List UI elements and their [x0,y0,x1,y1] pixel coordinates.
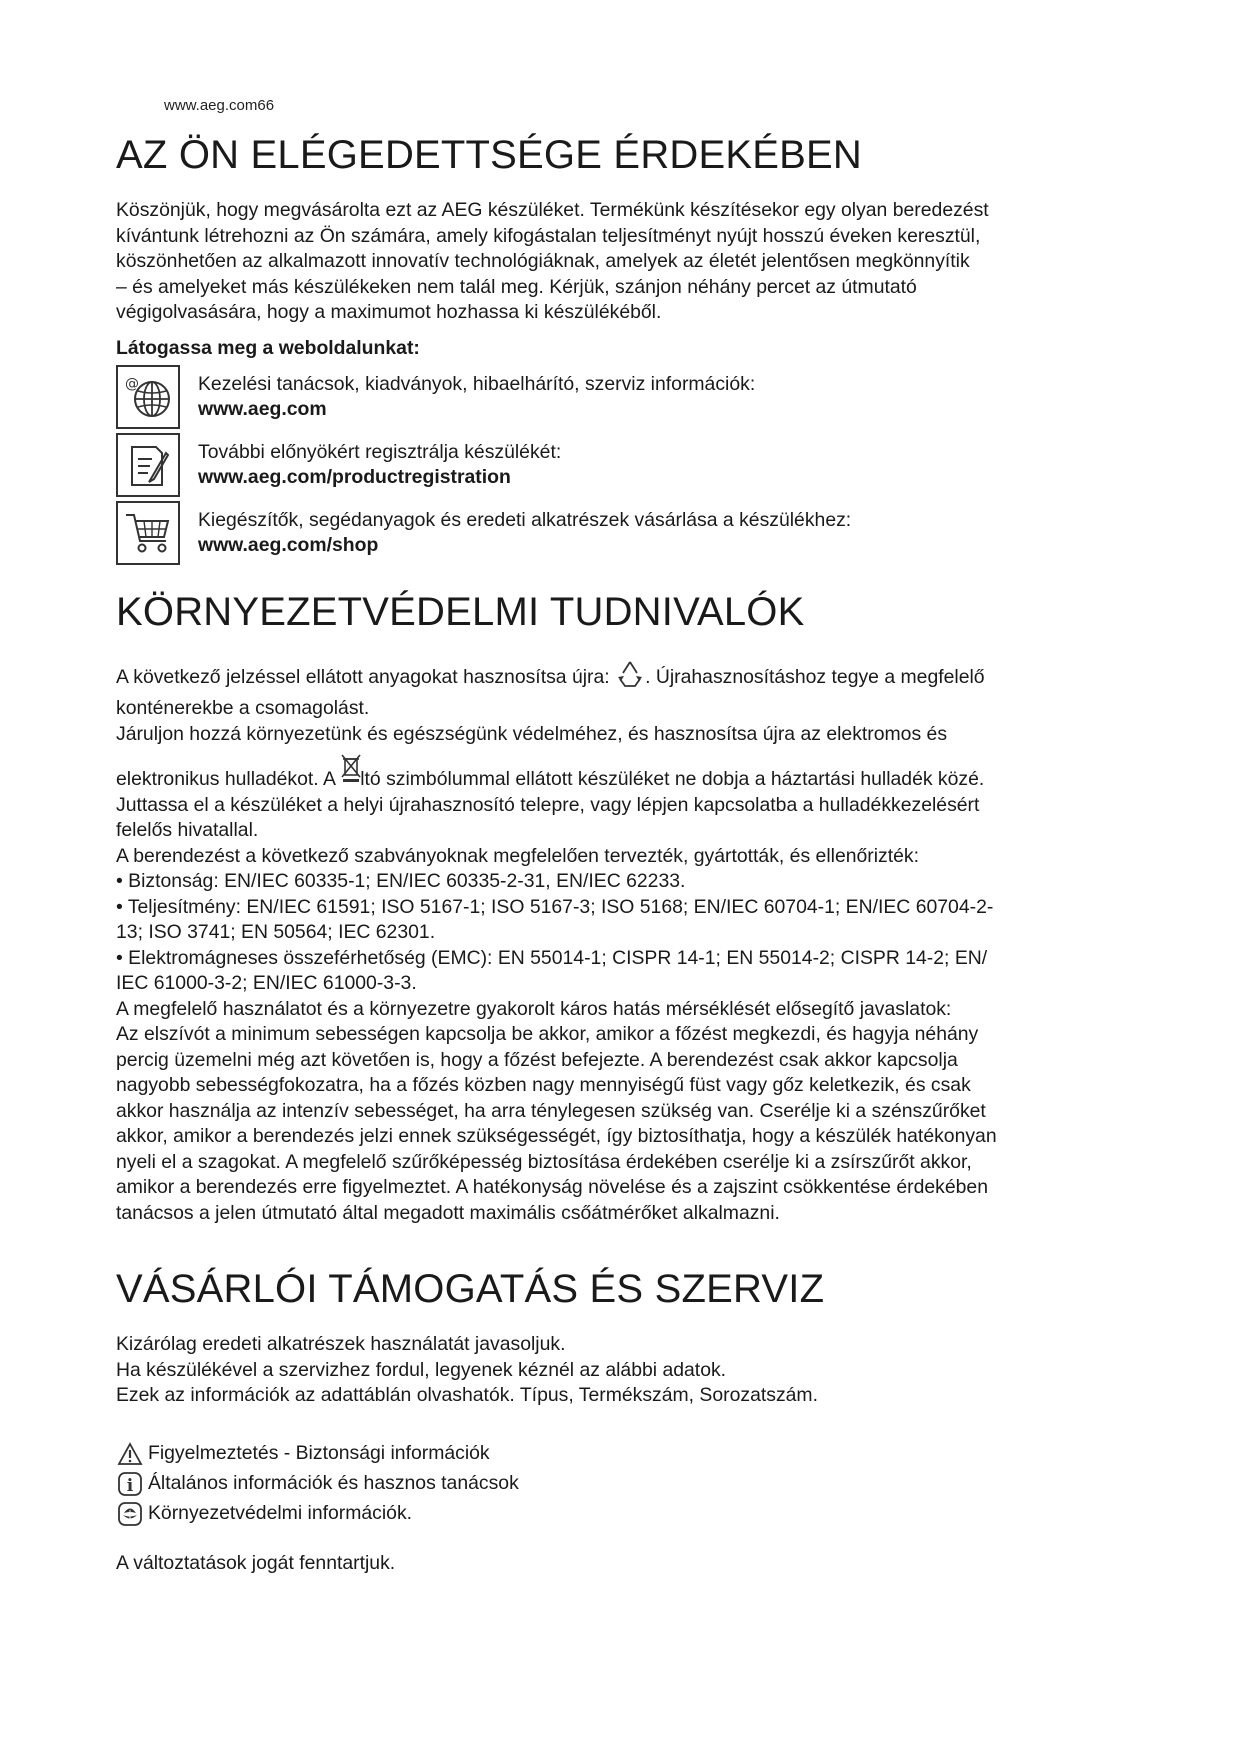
link-description: További előnyökért regisztrálja készülékét: [198,440,562,463]
recycle-icon [615,659,645,697]
env-line: • Teljesítmény: EN/IEC 61591; ISO 5167-1; ISO 5167-3; ISO 5168; EN/IEC 60704-1; EN/IEC 60704-2- [116,895,994,918]
service-line: Ezek az információk az adattáblán olvashatók. Típus, Termékszám, Sorozatszám. [116,1384,818,1406]
env-line: • Elektromágneses összeférhetőség (EMC): EN 55014-1; CISPR 14-1; EN 55014-2; CISPR 14-2; EN/ [116,946,988,969]
env-line: tanácsos a jelen útmutató által megadott maximális csőátmérőket alkalmazni. [116,1201,780,1224]
visit-website-title: Látogassa meg a weboldalunkat: [116,336,420,359]
satisfaction-title: AZ ÖN ELÉGEDETTSÉGE ÉRDEKÉBEN [116,133,862,177]
support-link[interactable]: www.aeg.com [198,397,327,420]
intro-line: kívántunk létrehozni az Ön számára, amely kifogástalan teljesítményt nyújt hosszú éveken keresztül, [116,224,981,247]
warning-icon [116,1441,144,1467]
legend-label: Figyelmeztetés - Biztonsági információk [148,1442,490,1464]
env-line: akkor használja az intenzív sebességet, ha arra ténylegesen szükség van. Cserélje ki a szénszűrőket [116,1099,986,1122]
weee-line: Járuljon hozzá környezetünk és egészségünk védelméhez, és hasznosítsa újra az elektromos és [116,722,948,745]
link-row-support [116,365,1136,429]
env-line: akkor, amikor a berendezés jelzi ennek szükségességét, így biztosíthatja, hogy a készülék hatékonyan [116,1125,997,1147]
crossed-bin-icon [340,753,362,791]
environment-paragraph [116,659,1136,1227]
recycle-text-after: . Újrahasznosításhoz tegye a megfelelő [645,665,985,688]
shopping-cart-icon [116,501,180,565]
intro-line: Köszönjük, hogy megvásárolta ezt az AEG készüléket. Termékünk készítésekor egy olyan beredezést [116,199,989,221]
document-page [116,96,1136,1576]
recycle-line [116,659,1136,697]
footer-note: A változtatások jogát fenntartjuk. [116,1551,396,1574]
registration-link[interactable]: www.aeg.com/productregistration [198,465,511,488]
svg-text:@: @ [125,375,139,392]
recycle-text-before: A következő jelzéssel ellátott anyagokat hasznosítsa újra: [116,665,616,688]
link-row-shop [116,501,1136,565]
service-title: VÁSÁRLÓI TÁMOGATÁS ÉS SZERVIZ [116,1267,825,1311]
env-line: felelős hivatallal. [116,819,259,841]
legend-item-warning [116,1439,1136,1469]
legend-item-environment [116,1499,1136,1529]
intro-line: köszönhetően az alkalmazott innovatív technológiáknak, amelyek az életét jelentősen megkönnyítik [116,250,970,272]
globe-icon [116,365,180,429]
env-line: • Biztonság: EN/IEC 60335-1; EN/IEC 60335-2-31, EN/IEC 62233. [116,870,686,892]
legend-label: Általános információk és hasznos tanácsok [148,1472,519,1494]
legend-label: Környezetvédelmi információk. [148,1502,413,1524]
svg-text:i: i [126,1475,134,1496]
weee-line [116,753,1136,793]
env-line: Az elszívót a minimum sebességen kapcsolja be akkor, amikor a főzést megkezdi, és hagyja néhány [116,1023,979,1045]
info-icon [116,1471,144,1497]
env-line: percig üzemelni még azt követően is, hogy a főzést befejezte. A berendezést csak akkor kapcsolja [116,1048,958,1071]
intro-paragraph [116,198,1136,326]
recycle-line: konténerekbe a csomagolást. [116,697,370,719]
shop-link[interactable]: www.aeg.com/shop [198,533,379,556]
symbol-legend [116,1439,1136,1529]
link-description: Kiegészítők, segédanyagok és eredeti alkatrészek vásárlása a készülékhez: [198,508,852,531]
intro-line: – és amelyeket más készülékeken nem talál meg. Kérjük, szánjon néhány percet az útmutató [116,275,917,298]
env-line: Juttassa el a készüléket a helyi újrahasznosító telepre, vagy lépjen kapcsolatba a hulladékkezelésért [116,793,980,816]
env-line: A megfelelő használatot és a környezetre gyakorolt káros hatás mérséklését elősegítő javaslatok: [116,997,952,1020]
link-description: Kezelési tanácsok, kiadványok, hibaelhárító, szerviz információk: [198,372,756,395]
env-line: 13; ISO 3741; EN 50564; IEC 62301. [116,921,436,943]
intro-line: végigolvasására, hogy a maximumot hozhassa ki készülékéből. [116,301,662,323]
legend-item-info [116,1469,1136,1499]
service-line: Kizárólag eredeti alkatrészek használatát javasoljuk. [116,1333,566,1355]
env-line: amikor a berendezés erre figyelmeztet. A hatékonyság növelése és a zajszint csökkentése érdekében [116,1176,989,1198]
environment-title: KÖRNYEZETVÉDELMI TUDNIVALÓK [116,589,805,634]
link-row-registration [116,433,1136,497]
env-line: IEC 61000-3-2; EN/IEC 61000-3-3. [116,972,417,994]
weee-text-before: elektronikus hulladékot. A [116,768,341,790]
environment-icon [116,1501,144,1527]
service-line: Ha készülékével a szervizhez fordul, legyenek kéznél az alábbi adatok. [116,1358,727,1381]
site-url-header: www.aeg.com66 [164,97,275,114]
env-line: nagyobb sebességfokozatra, ha a főzés közben nagy mennyiségű füst vagy gőz keletkezik, és csak [116,1074,971,1096]
weee-text-after: ltó szimbólummal ellátott készüléket ne dobja a háztartási hulladék közé. [360,768,985,790]
registration-icon [116,433,180,497]
env-line: A berendezést a következő szabványoknak megfelelően tervezték, gyártották, és ellenőrizték: [116,844,920,867]
env-line: nyeli el a szagokat. A megfelelő szűrőképesség biztosítása érdekében cserélje ki a zsírszűrőt akkor, [116,1150,972,1173]
service-paragraph [116,1332,1136,1409]
